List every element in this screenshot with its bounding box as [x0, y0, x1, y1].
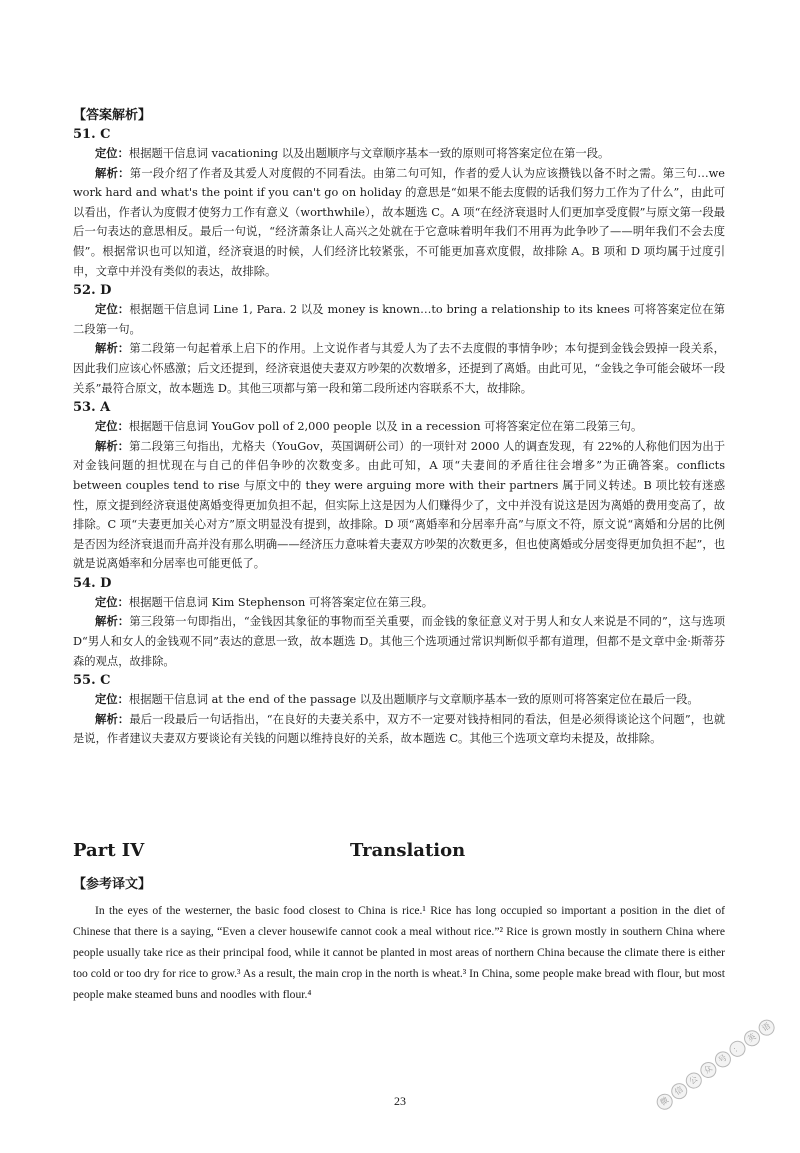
watermark-char: 微: [654, 1091, 676, 1113]
locate-label: 定位：: [95, 594, 129, 609]
page-number: 23: [394, 1094, 406, 1108]
analysis-paragraph: [73, 710, 725, 749]
locate-label: 定位：: [95, 692, 129, 707]
answer-analysis-header: 【答案解析】: [73, 108, 152, 123]
analysis-label: 解析：: [95, 711, 130, 726]
part-label: Part IV: [73, 840, 145, 861]
analysis-label: 解析：: [95, 165, 130, 180]
locate-label: 定位：: [95, 419, 129, 434]
watermark-char: 信: [668, 1080, 690, 1102]
question-54: [73, 575, 725, 671]
locate-paragraph: [73, 300, 725, 339]
watermark-char: 号: [712, 1048, 734, 1070]
translation-paragraph: In the eyes of the westerner, the basic food closest to China is rice.¹ Rice has long occupied so important a position in the diet of Chinese that there is a saying, “Even a clever housewife cannot cook a meal without rice.”² Rice is grown mostly in southern China where people usually take rice as their principal food, while it cannot be planted in most areas of northern China because the climate there is either too cold or too dry for rice to grow.³ As a result, the main crop in the north is wheat.³ In China, some people make bread with flour, but most people make steamed buns and noodles with flour.⁴: [73, 904, 725, 1001]
locate-text: 根据题干信息词 Line 1, Para. 2 以及 money is known…to bring a relationship to its knees 可将答案定位在第二段第一句。: [73, 303, 725, 336]
analysis-text: 第三段第一句即指出，“金钱因其象征的事物而至关重要，而金钱的象征意义对于男人和女人来说是不同的”，这与选项 D“男人和女人的金钱观不同”表达的意思一致，故本题选 D。其他三个选项通过常识判断似乎都有道理，但都不是文章中金·斯蒂芬森的观点，故排除。: [73, 615, 725, 668]
analysis-label: 解析：: [95, 438, 130, 453]
locate-text: 根据题干信息词 Kim Stephenson 可将答案定位在第三段。: [128, 595, 434, 609]
watermark-char: 语: [755, 1016, 777, 1038]
locate-paragraph: [73, 593, 725, 613]
analysis-label: 解析：: [95, 614, 130, 629]
question-number: 55. C: [73, 673, 111, 689]
locate-text: 根据题干信息词 at the end of the passage 以及出题顺序与文章顺序基本一致的原则可将答案定位在最后一段。: [128, 693, 699, 707]
question-number: 52. D: [73, 283, 112, 299]
locate-paragraph: [73, 417, 725, 437]
question-number: 51. C: [73, 127, 111, 142]
watermark-stamp: [651, 1008, 796, 1129]
watermark-char: 公: [683, 1069, 705, 1091]
analysis-paragraph: [73, 612, 725, 671]
part-heading: [73, 840, 725, 866]
reference-translation-header: 【参考译文】: [73, 877, 152, 892]
question-number: 53. A: [73, 400, 111, 416]
locate-text: 根据题干信息词 YouGov poll of 2,000 people 以及 in a recession 可将答案定位在第二段第三句。: [128, 420, 643, 434]
analysis-text: 第二段第三句指出，尤格夫（YouGov，英国调研公司）的一项针对 2000 人的调查发现，有 22%的人称他们因为出于对金钱问题的担忧现在与自己的伴侣争吵的次数变多。由此可知，A 项“夫妻间的矛盾往往会增多”为正确答案。conflicts between couples tend to rise 与原文中的 they were arguing more with their partners 属于同义转述。B 项比较有迷惑性，原文提到经济衰退使离婚变得更加负担不起，但实际上这是因为人们赚得少了，文中并没有说这是因为离婚的费用变高了，故排除。C 项“夫妻更加关心对方”原文明显没有提到，故排除。D 项“离婚率和分居率升高”与原文不符，原文说“离婚和分居的比例是否因为经济衰退而升高并没有那么明确——经济压力意味着夫妻双方吵架的次数更多，但也使离婚或分居变得更加负担不起”，也就是说离婚率和分居率也可能更低了。: [73, 439, 725, 571]
locate-text: 根据题干信息词 vacationing 以及出题顺序与文章顺序基本一致的原则可将答案定位在第一段。: [128, 147, 610, 160]
question-55: [73, 672, 725, 749]
locate-paragraph: [73, 144, 725, 164]
analysis-label: 解析：: [95, 341, 130, 356]
question-number: 54. D: [73, 575, 112, 591]
analysis-paragraph: [73, 339, 725, 398]
answer-analysis-section: [73, 107, 725, 749]
question-52: [73, 282, 725, 398]
analysis-text: 第一段介绍了作者及其爱人对度假的不同看法。由第二句可知，作者的爱人认为应该攒钱以备不时之需。第三句…we work hard and what's the point if you can't go on holiday 的意思是“如果不能去度假的话我们努力工作为了什么”，由此可以看出，作者认为度假才使努力工作有意义（worthwhile），故本题选 C。A 项“在经济衰退时人们更加享受度假”与原文第一段最后一句表达的意思相反。最后一句说，“经济萧条让人高兴之处就在于它意味着明年我们不用再为此争吵了——明年我们不会去度假”。根据常识也可以知道，经济衰退的时候，人们经济比较紧张，不可能更加喜欢度假，故排除 A。B 项和 D 项均属于过度引申，文章中并没有类似的表达，故排除。: [73, 166, 725, 278]
part-title: Translation: [350, 840, 466, 861]
locate-paragraph: [73, 690, 725, 710]
analysis-text: 最后一段最后一句话指出，“在良好的夫妻关系中，双方不一定要对钱持相同的看法，但是必须得谈论这个问题”，也就是说，作者建议夫妻双方要谈论有关钱的问题以维持良好的关系，故本题选 C。其他三个选项文章均未提及，故排除。: [73, 712, 725, 746]
watermark-char: 众: [697, 1059, 719, 1081]
locate-label: 定位：: [95, 302, 130, 317]
question-53: [73, 399, 725, 574]
locate-label: 定位：: [95, 146, 129, 160]
analysis-paragraph: [73, 437, 725, 574]
watermark-char: ：: [726, 1038, 748, 1060]
question-51: [73, 126, 725, 281]
analysis-text: 第二段第一句起着承上启下的作用。上文说作者与其爱人为了去不去度假的事情争吵；本句提到金钱会毁掉一段关系，因此我们应该心怀感激；后文还提到，经济衰退使夫妻双方吵架的次数增多，还提到了离婚。由此可见，“金钱之争可能会破坏一段关系”最符合原文，故本题选 D。其他三项都与第一段和第二段所述内容联系不大，故排除。: [73, 342, 725, 395]
watermark-char: 英: [741, 1027, 763, 1049]
analysis-paragraph: [73, 164, 725, 282]
